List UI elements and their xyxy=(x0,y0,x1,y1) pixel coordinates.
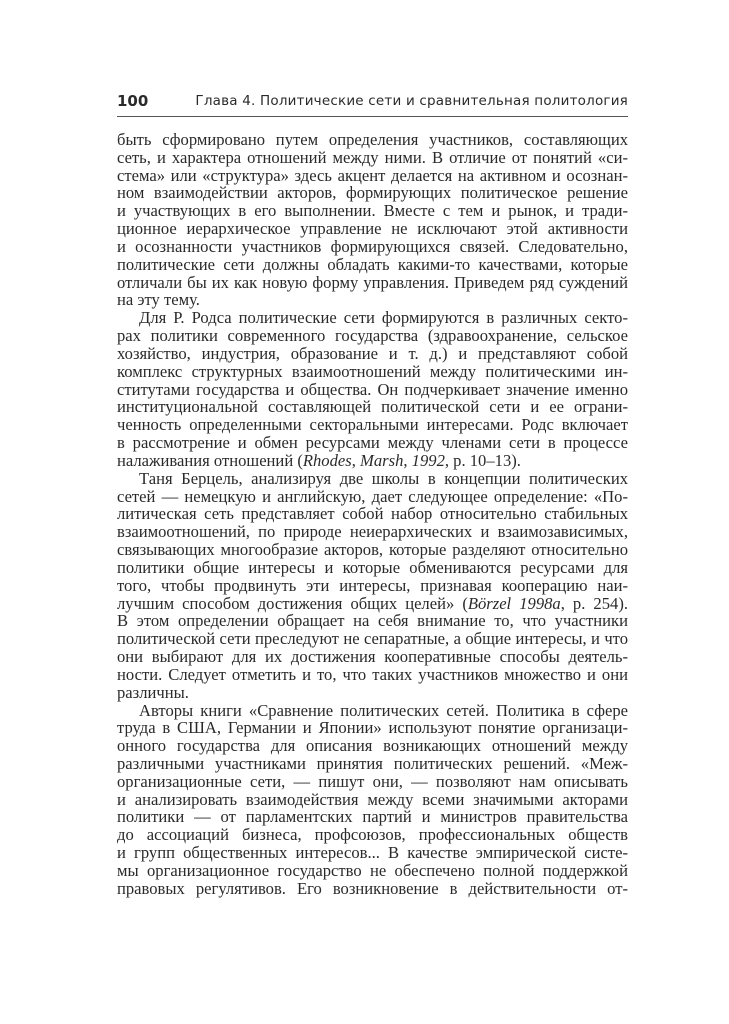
citation-italic: Marsh xyxy=(360,450,404,470)
text-line: ченность определенными секторальными интересами. Родс включает xyxy=(117,415,628,435)
text-line: хозяйство, индустрия, образование и т. д.) и представляют собой xyxy=(117,343,628,363)
text-line: правовых регулятивов. Его возникновение в действительности от- xyxy=(117,878,628,898)
text-line xyxy=(117,595,628,613)
text-line: они выбирают для их достижения кооперативные способы деятель- xyxy=(117,647,628,667)
text-line: литическая сеть представляет собой набор относительно стабильных xyxy=(117,504,628,524)
paragraph xyxy=(117,131,628,309)
body-text xyxy=(117,131,628,898)
text-line: ности. Следует отметить и то, что таких участников множество и они xyxy=(117,664,628,684)
text-line: онного государства для описания возникающих отношений между xyxy=(117,736,628,756)
text-line: организационные сети, — пишут они, — позволяют нам описывать xyxy=(117,771,628,791)
text-line: до ассоциаций бизнеса, профсоюзов, профессиональных обществ xyxy=(117,825,628,845)
text-line: сеть, и характера отношений между ними. В отличие от понятий «си- xyxy=(117,147,628,167)
paragraph xyxy=(117,702,628,898)
text-line: различны. xyxy=(117,682,189,702)
text-line: в рассмотрение и обмен ресурсами между членами сети в процессе xyxy=(117,433,628,453)
text-line: ститутами государства и общества. Он подчеркивает значение именно xyxy=(117,379,628,399)
text-line: политики общие интересы и которые обмениваются ресурсами для xyxy=(117,557,628,577)
text-line: того, чтобы продвинуть эти интересы, признавая кооперацию наи- xyxy=(117,575,628,595)
text-span: , p. 10–13). xyxy=(444,450,521,470)
text-span: лучшим способом достижения общих целей» ( xyxy=(117,593,468,613)
text-line: различными участниками принятия политических решений. «Меж- xyxy=(117,753,628,773)
text-line: ном взаимодействии акторов, формирующих политическое решение xyxy=(117,183,628,203)
paragraph xyxy=(117,470,628,702)
page-number: 100 xyxy=(117,92,149,110)
text-span: , xyxy=(403,450,412,470)
text-line: Авторы книги «Сравнение политических сетей. Политика в сфере xyxy=(139,700,628,720)
text-line: быть сформировано путем определения участников, составляющих xyxy=(117,130,628,149)
paragraph xyxy=(117,309,628,469)
text-line: связывающих многообразие акторов, которые разделяют относительно xyxy=(117,540,628,560)
text-line: и участвующих в его выполнении. Вместе с тем и рынок, и тради- xyxy=(117,201,628,221)
text-line: политической сети преследуют не сепаратные, а общие интересы, и что xyxy=(117,629,628,649)
text-span: , p. 254). xyxy=(560,593,628,613)
text-line: Для Р. Родса политические сети формируются в различных секто- xyxy=(139,308,628,328)
citation-italic: Börzel 1998a xyxy=(467,593,561,613)
text-span: налаживания отношений ( xyxy=(117,450,303,470)
citation-italic: Rhodes xyxy=(302,450,352,470)
text-line: стема» или «структура» здесь акцент делается на активном и осознан- xyxy=(117,165,628,185)
text-span: , xyxy=(351,450,361,470)
text-line: мы организационное государство не обеспечено полной поддержкой xyxy=(117,860,628,880)
text-line: и осознанности участников формирующихся связей. Следовательно, xyxy=(117,236,628,256)
text-line: Таня Берцель, анализируя две школы в концепции политических xyxy=(139,468,628,488)
text-line: труда в США, Германии и Японии» используют понятие организаци- xyxy=(117,718,628,738)
citation-italic: 1992 xyxy=(411,450,445,470)
text-line: В этом определении обращает на себя внимание то, что участники xyxy=(117,611,628,631)
text-line: и анализировать взаимодействия между всеми значимыми акторами xyxy=(117,789,628,809)
text-line: рах политики современного государства (здравоохранение, сельское xyxy=(117,326,628,346)
text-line: институциональной составляющей политической сети и ее ограни- xyxy=(117,397,628,417)
text-line: политики — от парламентских партий и министров правительства xyxy=(117,807,628,827)
text-line: на эту тему. xyxy=(117,290,200,310)
running-header xyxy=(117,92,628,114)
text-line: взаимоотношений, по природе неиерархических и взаимозависимых, xyxy=(117,522,628,542)
text-line: и групп общественных интересов... В качестве эмпирической систе- xyxy=(117,843,628,863)
text-line: ционное иерархическое управление не исключают этой активности xyxy=(117,219,628,239)
text-line: отличали бы их как новую форму управления. Приведем ряд суждений xyxy=(117,272,628,292)
text-line: комплекс структурных взаимоотношений между политическими ин- xyxy=(117,361,628,381)
header-rule xyxy=(117,116,628,117)
text-line xyxy=(117,452,628,470)
text-line: сетей — немецкую и английскую, дает следующее определение: «По- xyxy=(117,486,628,506)
chapter-title: Глава 4. Политические сети и сравнительная политология xyxy=(195,93,628,109)
text-line: политические сети должны обладать какими-то качествами, которые xyxy=(117,254,628,274)
